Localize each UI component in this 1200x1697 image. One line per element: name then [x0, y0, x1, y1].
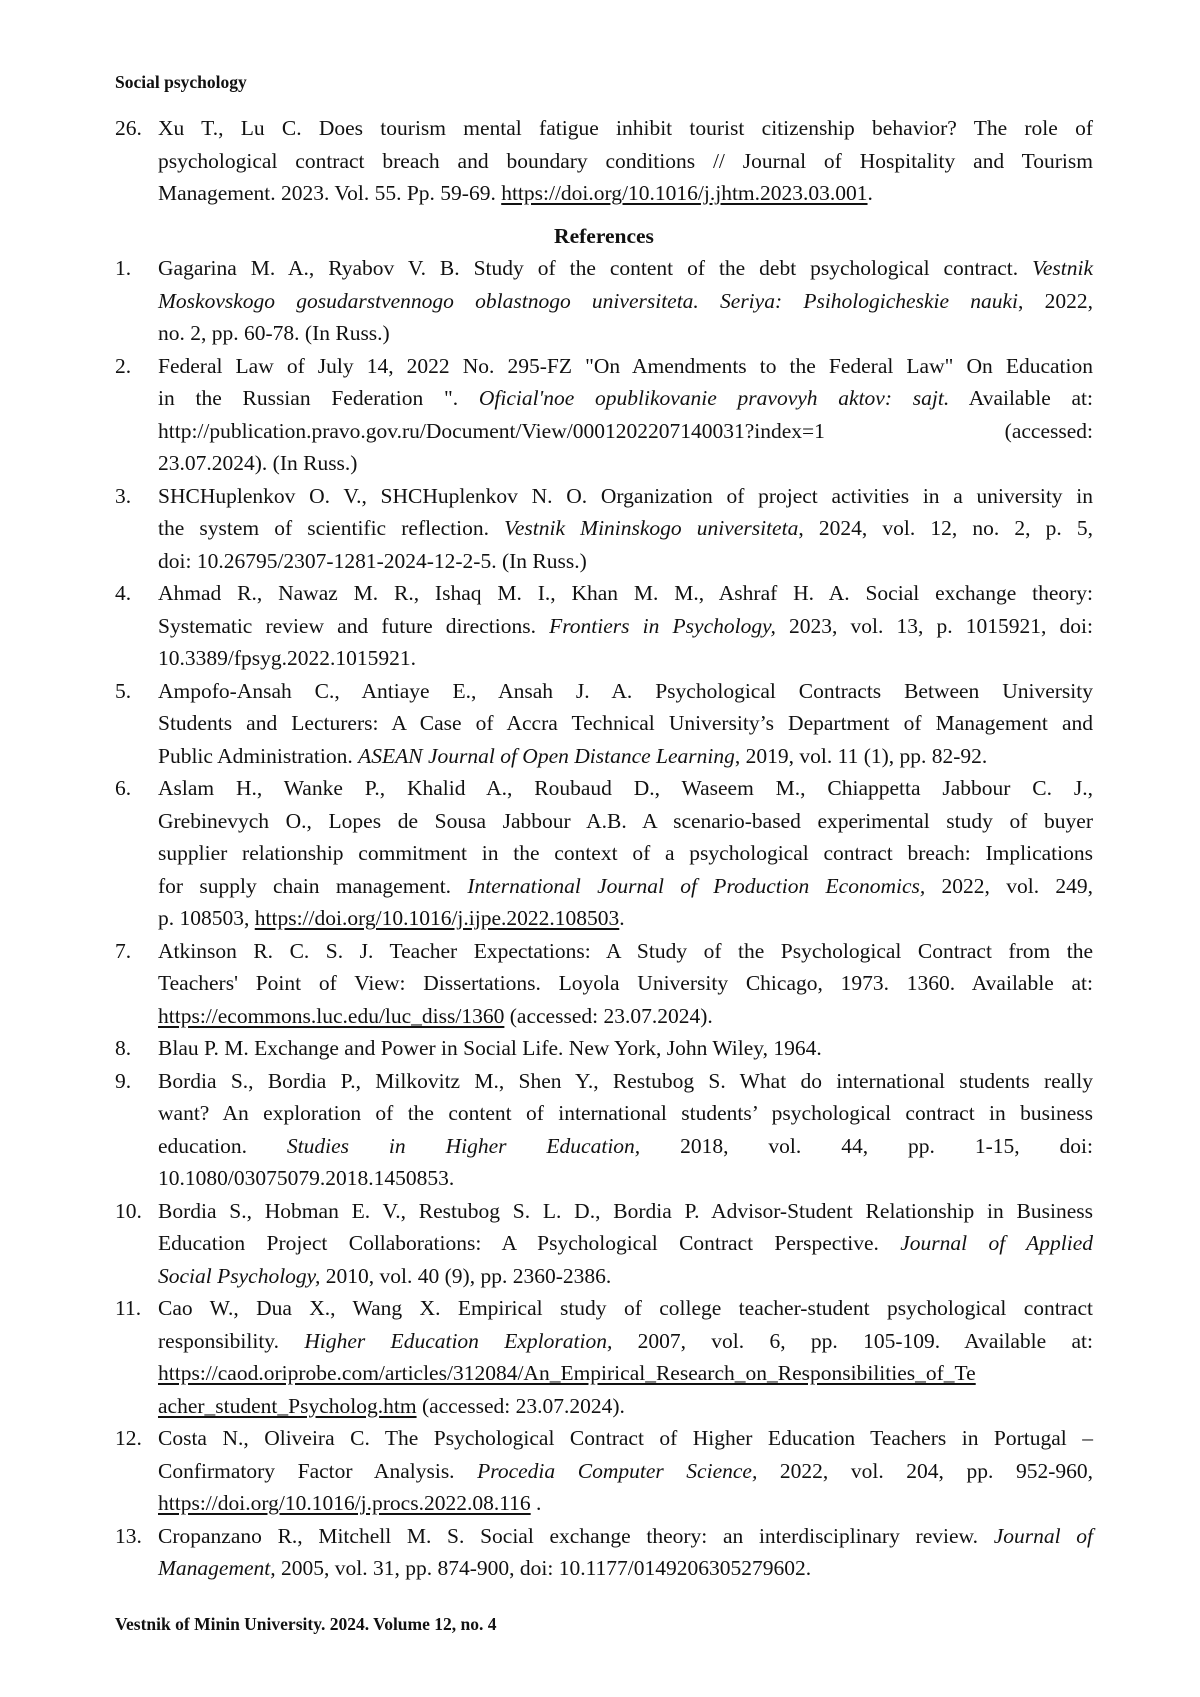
reference-number: 11.: [115, 1292, 158, 1422]
reference-segment: for supply chain management.: [158, 874, 467, 898]
reference-segment: (accessed: 23.07.2024).: [504, 1004, 712, 1028]
reference-segment: Ampofo-Ansah C., Antiaye E., Ansah J. A. Psychological Contracts Between University: [158, 679, 1093, 703]
reference-line: [158, 382, 1093, 415]
reference-link[interactable]: acher_student_Psycholog.htm: [158, 1394, 417, 1418]
reference-segment: Atkinson R. C. S. J. Teacher Expectations: A Study of the Psychological Contract from the: [158, 939, 1093, 963]
reference-number: 7.: [115, 935, 158, 1033]
reference-line: [158, 1422, 1093, 1455]
reference-item: [115, 577, 1093, 675]
reference-text: [158, 1422, 1093, 1520]
reference-line: [158, 935, 1093, 968]
journal-title: Vestnik Mininskogo universiteta: [504, 516, 798, 540]
reference-line: [158, 1357, 1093, 1390]
reference-segment: Bordia S., Hobman E. V., Restubog S. L. D., Bordia P. Advisor-Student Relationship in Business: [158, 1199, 1093, 1223]
reference-line: [158, 1000, 1093, 1033]
reference-segment: Cropanzano R., Mitchell M. S. Social exchange theory: an interdisciplinary review.: [158, 1524, 994, 1548]
reference-number: 8.: [115, 1032, 158, 1065]
running-footer-journal: Vestnik of Minin University. 2024. Volume 12, no. 4: [115, 1614, 497, 1635]
reference-link[interactable]: https://ecommons.luc.edu/luc_diss/1360: [158, 1004, 504, 1028]
reference-segment: Management. 2023. Vol. 55. Pp. 59-69.: [158, 181, 501, 205]
reference-segment: Systematic review and future directions.: [158, 614, 549, 638]
reference-text: [158, 1292, 1093, 1422]
reference-segment: supplier relationship commitment in the context of a psychological contract breach: Implications: [158, 841, 1093, 865]
reference-line: [158, 1260, 1093, 1293]
page-content: [115, 112, 1093, 1585]
reference-number: 12.: [115, 1422, 158, 1520]
reference-item: [115, 350, 1093, 480]
reference-segment: Ahmad R., Nawaz M. R., Ishaq M. I., Khan M. M., Ashraf H. A. Social exchange theory:: [158, 581, 1093, 605]
reference-line: [158, 1292, 1093, 1325]
reference-text: [158, 480, 1093, 578]
reference-number: 6.: [115, 772, 158, 935]
reference-segment: , 2022,: [1018, 289, 1093, 313]
reference-line: [158, 967, 1093, 1000]
reference-line: [158, 177, 1093, 210]
reference-segment: Gagarina M. A., Ryabov V. B. Study of the content of the debt psychological contract.: [158, 256, 1032, 280]
reference-link[interactable]: https://caod.oriprobe.com/articles/312084/An_Empirical_Research_on_Responsibilities_of_Te: [158, 1361, 976, 1385]
reference-line: [158, 350, 1093, 383]
reference-line: [158, 1032, 1093, 1065]
reference-line: [158, 447, 1093, 480]
journal-title: ASEAN Journal of Open Distance Learning: [358, 744, 735, 768]
reference-line: [158, 415, 1093, 448]
reference-segment: 10.1080/03075079.2018.1450853.: [158, 1166, 454, 1190]
reference-line: [158, 1227, 1093, 1260]
reference-number: 2.: [115, 350, 158, 480]
reference-line: [158, 1162, 1093, 1195]
reference-link[interactable]: https://doi.org/10.1016/j.procs.2022.08.116: [158, 1491, 531, 1515]
reference-segment: .: [531, 1491, 542, 1515]
reference-line: [158, 805, 1093, 838]
previous-bibliography-list: [115, 112, 1093, 210]
reference-segment: responsibility.: [158, 1329, 304, 1353]
reference-segment: Blau P. M. Exchange and Power in Social Life. New York, John Wiley, 1964.: [158, 1036, 822, 1060]
reference-line: [158, 577, 1093, 610]
reference-line: [158, 252, 1093, 285]
journal-title: Social Psychology,: [158, 1264, 320, 1288]
reference-line: [158, 285, 1093, 318]
reference-segment: SHCHuplenkov O. V., SHCHuplenkov N. O. Organization of project activities in a university in: [158, 484, 1093, 508]
references-heading: References: [115, 220, 1093, 253]
running-header-section: Social psychology: [115, 72, 247, 93]
reference-segment: p. 108503,: [158, 906, 255, 930]
reference-link[interactable]: https://doi.org/10.1016/j.jhtm.2023.03.001: [501, 181, 867, 205]
reference-segment: 2005, vol. 31, pp. 874-900, doi: 10.1177/0149206305279602.: [276, 1556, 812, 1580]
reference-text: [158, 935, 1093, 1033]
journal-title: Vestnik: [1032, 256, 1093, 280]
reference-item: [115, 1292, 1093, 1422]
reference-line: [158, 317, 1093, 350]
reference-line: [158, 1552, 1093, 1585]
reference-item: [115, 1520, 1093, 1585]
reference-line: [158, 1390, 1093, 1423]
reference-number: 26.: [115, 112, 158, 210]
reference-number: 1.: [115, 252, 158, 350]
reference-text: [158, 1065, 1093, 1195]
journal-title: Oficial'noe opublikovanie pravovyh aktov: sajt.: [479, 386, 949, 410]
reference-line: [158, 610, 1093, 643]
reference-line: [158, 837, 1093, 870]
reference-item: [115, 252, 1093, 350]
reference-segment: doi: 10.26795/2307-1281-2024-12-2-5. (In Russ.): [158, 549, 587, 573]
reference-text: [158, 1032, 1093, 1065]
reference-line: [158, 1520, 1093, 1553]
reference-segment: 2022, vol. 204, pp. 952-960,: [757, 1459, 1093, 1483]
reference-text: [158, 1195, 1093, 1293]
reference-segment: Bordia S., Bordia P., Milkovitz M., Shen Y., Restubog S. What do international students really: [158, 1069, 1093, 1093]
reference-segment: Education Project Collaborations: A Psychological Contract Perspective.: [158, 1231, 900, 1255]
reference-segment: Teachers' Point of View: Dissertations. Loyola University Chicago, 1973. 1360. Available at:: [158, 971, 1093, 995]
reference-text: [158, 577, 1093, 675]
reference-line: [158, 512, 1093, 545]
reference-line: [158, 1325, 1093, 1358]
references-list: [115, 252, 1093, 1585]
reference-segment: .: [868, 181, 873, 205]
reference-text: [158, 112, 1093, 210]
journal-title: Procedia Computer Science,: [477, 1459, 757, 1483]
reference-segment: http://publication.pravo.gov.ru/Document/View/0001202207140031?index=1 (accessed:: [158, 419, 1093, 443]
reference-segment: 2010, vol. 40 (9), pp. 2360-2386.: [320, 1264, 611, 1288]
reference-segment: 2023, vol. 13, p. 1015921, doi:: [776, 614, 1093, 638]
reference-segment: Cao W., Dua X., Wang X. Empirical study of college teacher-student psychological contract: [158, 1296, 1093, 1320]
reference-segment: , 2019, vol. 11 (1), pp. 82-92.: [735, 744, 987, 768]
reference-item: [115, 1195, 1093, 1293]
reference-item: [115, 112, 1093, 210]
journal-title: Studies in Higher Education,: [287, 1134, 640, 1158]
reference-item: [115, 1065, 1093, 1195]
reference-number: 10.: [115, 1195, 158, 1293]
reference-number: 5.: [115, 675, 158, 773]
reference-number: 13.: [115, 1520, 158, 1585]
reference-line: [158, 707, 1093, 740]
reference-line: [158, 1455, 1093, 1488]
reference-number: 9.: [115, 1065, 158, 1195]
reference-line: [158, 480, 1093, 513]
reference-segment: Aslam H., Wanke P., Khalid A., Roubaud D., Waseem M., Chiappetta Jabbour C. J.,: [158, 776, 1093, 800]
reference-number: 3.: [115, 480, 158, 578]
reference-segment: 2022, vol. 249,: [925, 874, 1093, 898]
reference-segment: Grebinevych O., Lopes de Sousa Jabbour A.B. A scenario-based experimental study of buyer: [158, 809, 1093, 833]
reference-segment: 2007, vol. 6, pp. 105-109. Available at:: [612, 1329, 1093, 1353]
reference-segment: Students and Lecturers: A Case of Accra Technical University’s Department of Management and: [158, 711, 1093, 735]
reference-segment: , 2024, vol. 12, no. 2, p. 5,: [798, 516, 1093, 540]
reference-line: [158, 902, 1093, 935]
reference-line: [158, 145, 1093, 178]
reference-segment: want? An exploration of the content of international students’ psychological contract in business: [158, 1101, 1093, 1125]
reference-segment: no. 2, pp. 60-78. (In Russ.): [158, 321, 390, 345]
journal-title: Moskovskogo gosudarstvennogo oblastnogo universiteta. Seriya: Psihologicheskie nauki: [158, 289, 1018, 313]
reference-line: [158, 1487, 1093, 1520]
reference-item: [115, 675, 1093, 773]
reference-text: [158, 675, 1093, 773]
reference-segment: Available at:: [949, 386, 1093, 410]
reference-segment: 2018, vol. 44, pp. 1-15, doi:: [640, 1134, 1093, 1158]
reference-item: [115, 1032, 1093, 1065]
reference-link[interactable]: https://doi.org/10.1016/j.ijpe.2022.108503: [255, 906, 620, 930]
reference-segment: Public Administration.: [158, 744, 358, 768]
reference-line: [158, 545, 1093, 578]
reference-line: [158, 675, 1093, 708]
reference-segment: Costa N., Oliveira C. The Psychological Contract of Higher Education Teachers in Portugal –: [158, 1426, 1093, 1450]
journal-title: Journal of Applied: [900, 1231, 1093, 1255]
journal-title: Management,: [158, 1556, 276, 1580]
reference-text: [158, 350, 1093, 480]
reference-line: [158, 1195, 1093, 1228]
reference-item: [115, 480, 1093, 578]
reference-segment: psychological contract breach and boundary conditions // Journal of Hospitality and Tourism: [158, 149, 1093, 173]
journal-title: Frontiers in Psychology,: [549, 614, 776, 638]
reference-segment: .: [619, 906, 624, 930]
journal-title: International Journal of Production Economics,: [467, 874, 925, 898]
reference-segment: education.: [158, 1134, 287, 1158]
reference-line: [158, 870, 1093, 903]
reference-segment: 23.07.2024). (In Russ.): [158, 451, 357, 475]
reference-line: [158, 1130, 1093, 1163]
reference-segment: 10.3389/fpsyg.2022.1015921.: [158, 646, 416, 670]
reference-item: [115, 1422, 1093, 1520]
reference-line: [158, 642, 1093, 675]
reference-line: [158, 112, 1093, 145]
reference-segment: in the Russian Federation ".: [158, 386, 479, 410]
reference-text: [158, 252, 1093, 350]
reference-segment: Federal Law of July 14, 2022 No. 295-FZ "On Amendments to the Federal Law" On Education: [158, 354, 1093, 378]
reference-line: [158, 740, 1093, 773]
reference-segment: (accessed: 23.07.2024).: [417, 1394, 625, 1418]
journal-title: Higher Education Exploration,: [304, 1329, 612, 1353]
reference-number: 4.: [115, 577, 158, 675]
reference-line: [158, 772, 1093, 805]
reference-text: [158, 1520, 1093, 1585]
reference-line: [158, 1097, 1093, 1130]
reference-item: [115, 935, 1093, 1033]
reference-segment: the system of scientific reflection.: [158, 516, 504, 540]
journal-title: Journal of: [994, 1524, 1093, 1548]
reference-text: [158, 772, 1093, 935]
reference-segment: Xu T., Lu C. Does tourism mental fatigue inhibit tourist citizenship behavior? The role of: [158, 116, 1093, 140]
reference-line: [158, 1065, 1093, 1098]
reference-segment: Confirmatory Factor Analysis.: [158, 1459, 477, 1483]
reference-item: [115, 772, 1093, 935]
